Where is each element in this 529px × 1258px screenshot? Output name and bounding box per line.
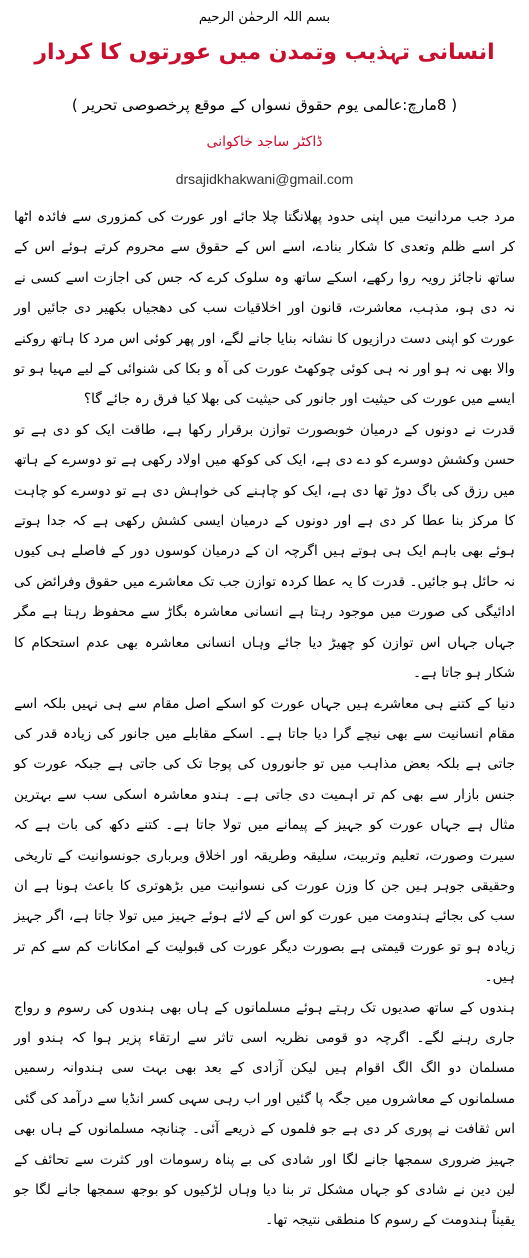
paragraph-3: دنیا کے کتنے ہی معاشرے ہیں جہاں عورت کو اسکے اصل مقام سے ہی نہیں بلکہ اسے مقام انسانیت سے بھی نیچے گرا دیا جاتا ہے۔ اسکے مقابلے میں جانور کی زیادہ قدر کی جاتی ہے بلکہ بعض مذاہب میں تو جانوروں کی پوجا تک کی جاتی ہے جبکہ عورت کو جنس بازار سے بھی کم تر اہمیت دی جاتی ہے۔ ہندو معاشرہ اسکی سب سے بہترین مثال ہے جہاں عورت کو جہیز کے پیمانے میں تولا جاتا ہے۔ کتنے دکھ کی بات ہے کہ سیرت وصورت، تعلیم وتربیت، سلیقہ وطریقہ اور اخلاق وبرباری جونسوانیت کے تاریخی وحقیقی جوہر ہیں جن کا وزن عورت کی نسوانیت میں بڑھوتری کا باعث ہونا ہے ان سب کی بجائے ہندومت میں عورت کو اس کے لائے ہوئے جہیز میں تولا جاتا ہے، اگر جہیز زیادہ ہو تو عورت قیمتی ہے بصورت دیگر عورت کی قبولیت کے امکانات کم سے کم تر ہیں۔ xyxy=(14,695,515,986)
article-title: انسانی تہذیب وتمدن میں عورتوں کا کردار xyxy=(34,40,495,65)
paragraph-4: ہندوں کے ساتھ صدیوں تک رہتے ہوئے مسلمانوں کے ہاں بھی ہندوں کی رسوم و رواج جاری رہنے لگے۔ اگرچہ دو قومی نظریہ اسی تاثر سے ارتقاء پزیر ہوا کہ ہندو اور مسلمان دو الگ الگ اقوام ہیں لیکن آزادی کے بعد بھی بہت سی ہندوانہ رسمیں مسلمانوں کے معاشروں میں جگہ پا گئیں اور اب رہی سہی کسر انڈیا سے درآمد کی گئی اس ثقافت نے پوری کر دی ہے جو فلموں کے ذریعے آئی۔ چنانچہ مسلمانوں کے ہاں بھی جہیز ضروری سمجھا جانے لگا اور شادی کی بے پناہ رسومات اور کثرت سے تحائف کے لین دین نے شادی کو جہاں مشکل تر بنا دیا وہاں لڑکیوں کو بوجھ سمجھا جانے لگا جو یقیناً ہندومت کے رسوم کا منطقی نتیجہ تھا۔ xyxy=(14,999,515,1229)
author-email: drsajidkhakwani@gmail.com xyxy=(175,171,354,187)
paragraph-1: مرد جب مردانیت میں اپنی حدود پھلانگتا چلا جائے اور عورت کی کمزوری سے فائدہ اٹھا کر اسے ظلم وتعدی کا شکار بنادے، اسے اس کے حقوق سے محروم کرتے ہوئے اس کے ساتھ ناجائز رویہ روا رکھے، اسکے ساتھ وہ سلوک کرے کہ جس کی اجازت اسے کسی نے نہ دی ہو، مذہب، معاشرت، قانون اور اخلاقیات سب کی دھجیاں بکھیر دی جائیں اور عورت کو اپنی دست درازیوں کا نشانہ بنایا جانے لگے، اور پھر کوئی اس مرد کا ہاتھ روکنے والا بھی نہ ہو اور نہ ہی کوئی چوکھٹ عورت کی آہ و بکا کی شنوائی کے لیے مہیا ہو تو ایسے میں عورت کی حیثیت اور جانور کی حیثیت کی بھلا کیا فرق رہ جائے گا؟ xyxy=(14,209,515,408)
paragraph-2: قدرت نے دونوں کے درمیان خوبصورت توازن برقرار رکھا ہے، طاقت ایک کو دی ہے تو حسن وکشش دوسرے کو دے دی ہے، ایک کی کوکھ میں اولاد رکھی ہے تو دوسرے کے ہاتھ میں رزق کی باگ دوڑ تھا دی ہے، ایک کو چاہنے کی خواہش دی ہے تو دوسرے کو چاہت کا مرکز بنا عطا کر دی ہے اور دونوں کے درمیان ایسی کشش رکھی ہے کہ جدا ہوتے ہوئے بھی باہم ایک ہی ہوتے ہیں اگرچہ ان کے درمیان کوسوں دور کے فاصلے ہی کیوں نہ حائل ہو جائیں۔ قدرت کا یہ عطا کردہ توازن جب تک معاشرے میں حقوق وفرائض کی ادائیگی کی صورت میں موجود رہتا ہے انسانی معاشرہ بگاڑ سے محفوظ رہتا ہے مگر جہاں جہاں اس توازن کو چھیڑ دیا جائے وہاں انسانی معاشرہ بھی عدم استحکام کا شکار ہو جاتا ہے۔ xyxy=(14,421,515,682)
article-body xyxy=(14,202,515,1236)
article-subtitle: ( 8مارچ:عالمی یوم حقوق نسواں کے موقع پرخصوصی تحریر ) xyxy=(71,96,458,114)
bismillah-heading: بسم اللہ الرحمٰن الرحیم xyxy=(198,10,331,25)
author-name: ڈاکٹر ساجد خاکوانی xyxy=(206,134,323,150)
